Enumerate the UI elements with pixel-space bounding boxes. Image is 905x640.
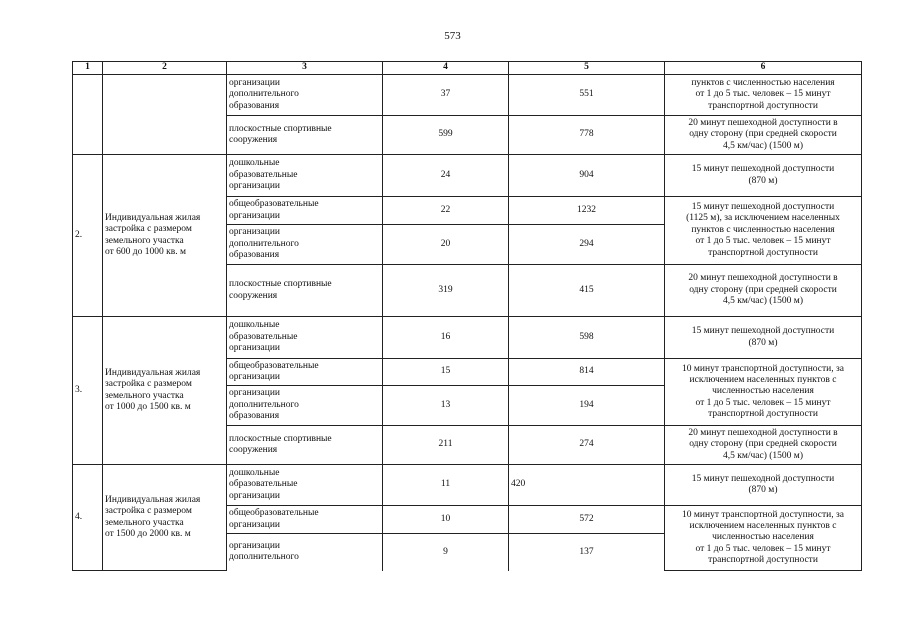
column-header: 1 xyxy=(73,62,103,75)
value-col5-cell: 904 xyxy=(509,155,665,197)
column-header: 4 xyxy=(383,62,509,75)
facility-type-cell: общеобразовательные организации xyxy=(227,359,383,386)
value-col4-cell: 10 xyxy=(383,506,509,534)
value-col5-cell: 598 xyxy=(509,317,665,359)
facility-type-cell: организации дополнительного xyxy=(227,534,383,571)
facility-type-cell: дошкольные образовательные организации xyxy=(227,155,383,197)
facility-type-cell: плоскостные спортивные сооружения xyxy=(227,426,383,465)
facility-type-cell: организации дополнительного образования xyxy=(227,75,383,116)
development-type-cell: Индивидуальная жилая застройка с размером земельного участка от 1000 до 1500 кв. м xyxy=(103,317,227,465)
value-col4-cell: 20 xyxy=(383,225,509,265)
accessibility-norm-cell: 15 минут пешеходной доступности (870 м) xyxy=(665,465,862,506)
development-type-cell: Индивидуальная жилая застройка с размером земельного участка от 1500 до 2000 кв. м xyxy=(103,465,227,571)
accessibility-norm-cell: 15 минут пешеходной доступности (870 м) xyxy=(665,155,862,197)
accessibility-norm-cell: 10 минут транспортной доступности, за исключением населенных пунктов с численностью населения от 1 до 5 тыс. человек – 15 минут транспортной доступности xyxy=(665,506,862,571)
value-col4-cell: 15 xyxy=(383,359,509,386)
development-type-cell xyxy=(103,75,227,155)
value-col4-cell: 11 xyxy=(383,465,509,506)
row-number-cell: 4. xyxy=(73,465,103,571)
facility-type-cell: общеобразовательные организации xyxy=(227,197,383,225)
table-row xyxy=(73,75,862,116)
accessibility-norm-cell: пунктов с численностью населения от 1 до 5 тыс. человек – 15 минут транспортной доступности xyxy=(665,75,862,116)
value-col4-cell: 37 xyxy=(383,75,509,116)
page-number: 573 xyxy=(444,30,461,42)
value-col4-cell: 211 xyxy=(383,426,509,465)
row-number-cell: 3. xyxy=(73,317,103,465)
value-col4-cell: 16 xyxy=(383,317,509,359)
table-row xyxy=(73,317,862,359)
value-col5-cell: 572 xyxy=(509,506,665,534)
value-col5-cell: 814 xyxy=(509,359,665,386)
accessibility-norm-cell: 10 минут транспортной доступности, за исключением населенных пунктов с численностью населения от 1 до 5 тыс. человек – 15 минут транспортной доступности xyxy=(665,359,862,426)
value-col4-cell: 13 xyxy=(383,386,509,426)
value-col5-cell: 551 xyxy=(509,75,665,116)
table-row xyxy=(73,155,862,197)
value-col5-cell: 415 xyxy=(509,265,665,317)
development-type-cell: Индивидуальная жилая застройка с размером земельного участка от 600 до 1000 кв. м xyxy=(103,155,227,317)
column-header: 5 xyxy=(509,62,665,75)
value-col4-cell: 599 xyxy=(383,116,509,155)
value-col4-cell: 22 xyxy=(383,197,509,225)
facility-type-cell: плоскостные спортивные сооружения xyxy=(227,116,383,155)
table-header-row xyxy=(73,62,862,75)
value-col5-cell: 294 xyxy=(509,225,665,265)
accessibility-norm-cell: 20 минут пешеходной доступности в одну сторону (при средней скорости 4,5 км/час) (1500 м) xyxy=(665,426,862,465)
row-number-cell: 2. xyxy=(73,155,103,317)
accessibility-norm-cell: 15 минут пешеходной доступности (1125 м), за исключением населенных пунктов с численностью населения от 1 до 5 тыс. человек – 15 минут транспортной доступности xyxy=(665,197,862,265)
value-col5-cell: 1232 xyxy=(509,197,665,225)
column-header: 6 xyxy=(665,62,862,75)
facility-type-cell: организации дополнительного образования xyxy=(227,386,383,426)
facility-type-cell: общеобразовательные организации xyxy=(227,506,383,534)
accessibility-norm-cell: 15 минут пешеходной доступности (870 м) xyxy=(665,317,862,359)
column-header: 2 xyxy=(103,62,227,75)
value-col5-cell: 137 xyxy=(509,534,665,571)
accessibility-norm-cell: 20 минут пешеходной доступности в одну сторону (при средней скорости 4,5 км/час) (1500 м) xyxy=(665,116,862,155)
value-col5-cell: 778 xyxy=(509,116,665,155)
value-col4-cell: 319 xyxy=(383,265,509,317)
table-row xyxy=(73,465,862,506)
facility-type-cell: дошкольные образовательные организации xyxy=(227,317,383,359)
facility-type-cell: дошкольные образовательные организации xyxy=(227,465,383,506)
facility-type-cell: плоскостные спортивные сооружения xyxy=(227,265,383,317)
value-col4-cell: 9 xyxy=(383,534,509,571)
accessibility-norm-cell: 20 минут пешеходной доступности в одну сторону (при средней скорости 4,5 км/час) (1500 м) xyxy=(665,265,862,317)
facility-type-cell: организации дополнительного образования xyxy=(227,225,383,265)
value-col4-cell: 24 xyxy=(383,155,509,197)
row-number-cell xyxy=(73,75,103,155)
value-col5-cell: 420 xyxy=(509,465,665,506)
norms-table xyxy=(72,61,862,571)
value-col5-cell: 194 xyxy=(509,386,665,426)
column-header: 3 xyxy=(227,62,383,75)
value-col5-cell: 274 xyxy=(509,426,665,465)
